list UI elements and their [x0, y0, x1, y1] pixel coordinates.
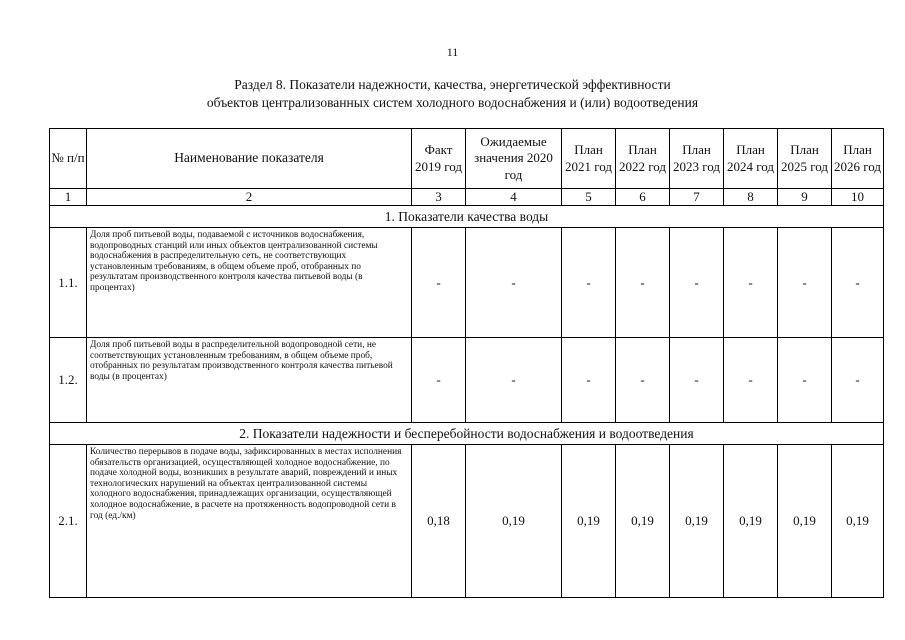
value-plan-2023: -: [670, 338, 724, 423]
column-number: 6: [616, 189, 670, 206]
header-plan-2025: План 2025 год: [778, 129, 832, 189]
column-number: 4: [466, 189, 562, 206]
section-title: [0, 76, 905, 112]
header-num: № п/п: [50, 129, 87, 189]
value-plan-2024: -: [724, 338, 778, 423]
value-plan-2022: -: [616, 338, 670, 423]
table-row: [50, 445, 884, 598]
table-row: [50, 338, 884, 423]
value-plan-2022: 0,19: [616, 445, 670, 598]
column-numbers-row: [50, 189, 884, 206]
row-number: 1.2.: [50, 338, 87, 423]
column-number: 9: [778, 189, 832, 206]
row-number: 1.1.: [50, 228, 87, 338]
header-plan-2023: План 2023 год: [670, 129, 724, 189]
table-row: [50, 228, 884, 338]
column-number: 8: [724, 189, 778, 206]
header-plan-2021: План 2021 год: [562, 129, 616, 189]
column-number: 1: [50, 189, 87, 206]
group-row-water-quality: [50, 206, 884, 228]
group-title: 2. Показатели надежности и бесперебойности водоснабжения и водоотведения: [50, 423, 884, 445]
column-number: 3: [412, 189, 466, 206]
value-plan-2025: -: [778, 228, 832, 338]
value-fact-2019: -: [412, 228, 466, 338]
value-plan-2023: 0,19: [670, 445, 724, 598]
value-expected-2020: 0,19: [466, 445, 562, 598]
value-expected-2020: -: [466, 228, 562, 338]
column-number: 10: [832, 189, 884, 206]
header-fact-2019: Факт 2019 год: [412, 129, 466, 189]
section-title-line-1: Раздел 8. Показатели надежности, качества, энергетической эффективности: [234, 77, 671, 92]
indicators-table: [49, 128, 884, 598]
value-plan-2025: 0,19: [778, 445, 832, 598]
header-row: [50, 129, 884, 189]
row-number: 2.1.: [50, 445, 87, 598]
value-plan-2026: -: [832, 338, 884, 423]
column-number: 7: [670, 189, 724, 206]
value-plan-2026: -: [832, 228, 884, 338]
header-plan-2022: План 2022 год: [616, 129, 670, 189]
column-number: 2: [87, 189, 412, 206]
header-plan-2026: План 2026 год: [832, 129, 884, 189]
section-title-line-2: объектов централизованных систем холодного водоснабжения и (или) водоотведения: [206, 95, 699, 110]
column-number: 5: [562, 189, 616, 206]
value-plan-2024: -: [724, 228, 778, 338]
header-name: Наименование показателя: [87, 129, 412, 189]
value-expected-2020: -: [466, 338, 562, 423]
value-plan-2021: -: [562, 228, 616, 338]
indicator-name: Доля проб питьевой воды в распределительной водопроводной сети, не соответствующих установленным требованиям, в общем объеме проб, отобранных по результатам производственного контроля качества питьевой воды (в процентах): [87, 338, 412, 423]
header-expected-2020: Ожидаемые значения 2020 год: [466, 129, 562, 189]
value-plan-2021: 0,19: [562, 445, 616, 598]
indicator-name: Количество перерывов в подаче воды, зафиксированных в местах исполнения обязательств организацией, осуществляющей холодное водоснабжение, по подаче холодной воды, возникших в результате аварий, повреждений и иных технологических нарушений на объектах централизованной системы холодного водоснабжения, принадлежащих организации, осуществляющей холодное водоснабжение, в расчете на протяженность водопроводной сети в год (ед./км): [87, 445, 412, 598]
group-title: 1. Показатели качества воды: [50, 206, 884, 228]
value-fact-2019: 0,18: [412, 445, 466, 598]
group-row-reliability: [50, 423, 884, 445]
header-plan-2024: План 2024 год: [724, 129, 778, 189]
page-number: 11: [446, 45, 459, 59]
value-plan-2026: 0,19: [832, 445, 884, 598]
value-fact-2019: -: [412, 338, 466, 423]
value-plan-2024: 0,19: [724, 445, 778, 598]
value-plan-2023: -: [670, 228, 724, 338]
indicator-name: Доля проб питьевой воды, подаваемой с источников водоснабжения, водопроводных станций или иных объектов централизованной системы водоснабжения в распределительную сеть, не соответствующих установленным требованиям, в общем объеме проб, отобранных по результатам производственного контроля качества питьевой воды (в процентах): [87, 228, 412, 338]
value-plan-2022: -: [616, 228, 670, 338]
value-plan-2021: -: [562, 338, 616, 423]
value-plan-2025: -: [778, 338, 832, 423]
